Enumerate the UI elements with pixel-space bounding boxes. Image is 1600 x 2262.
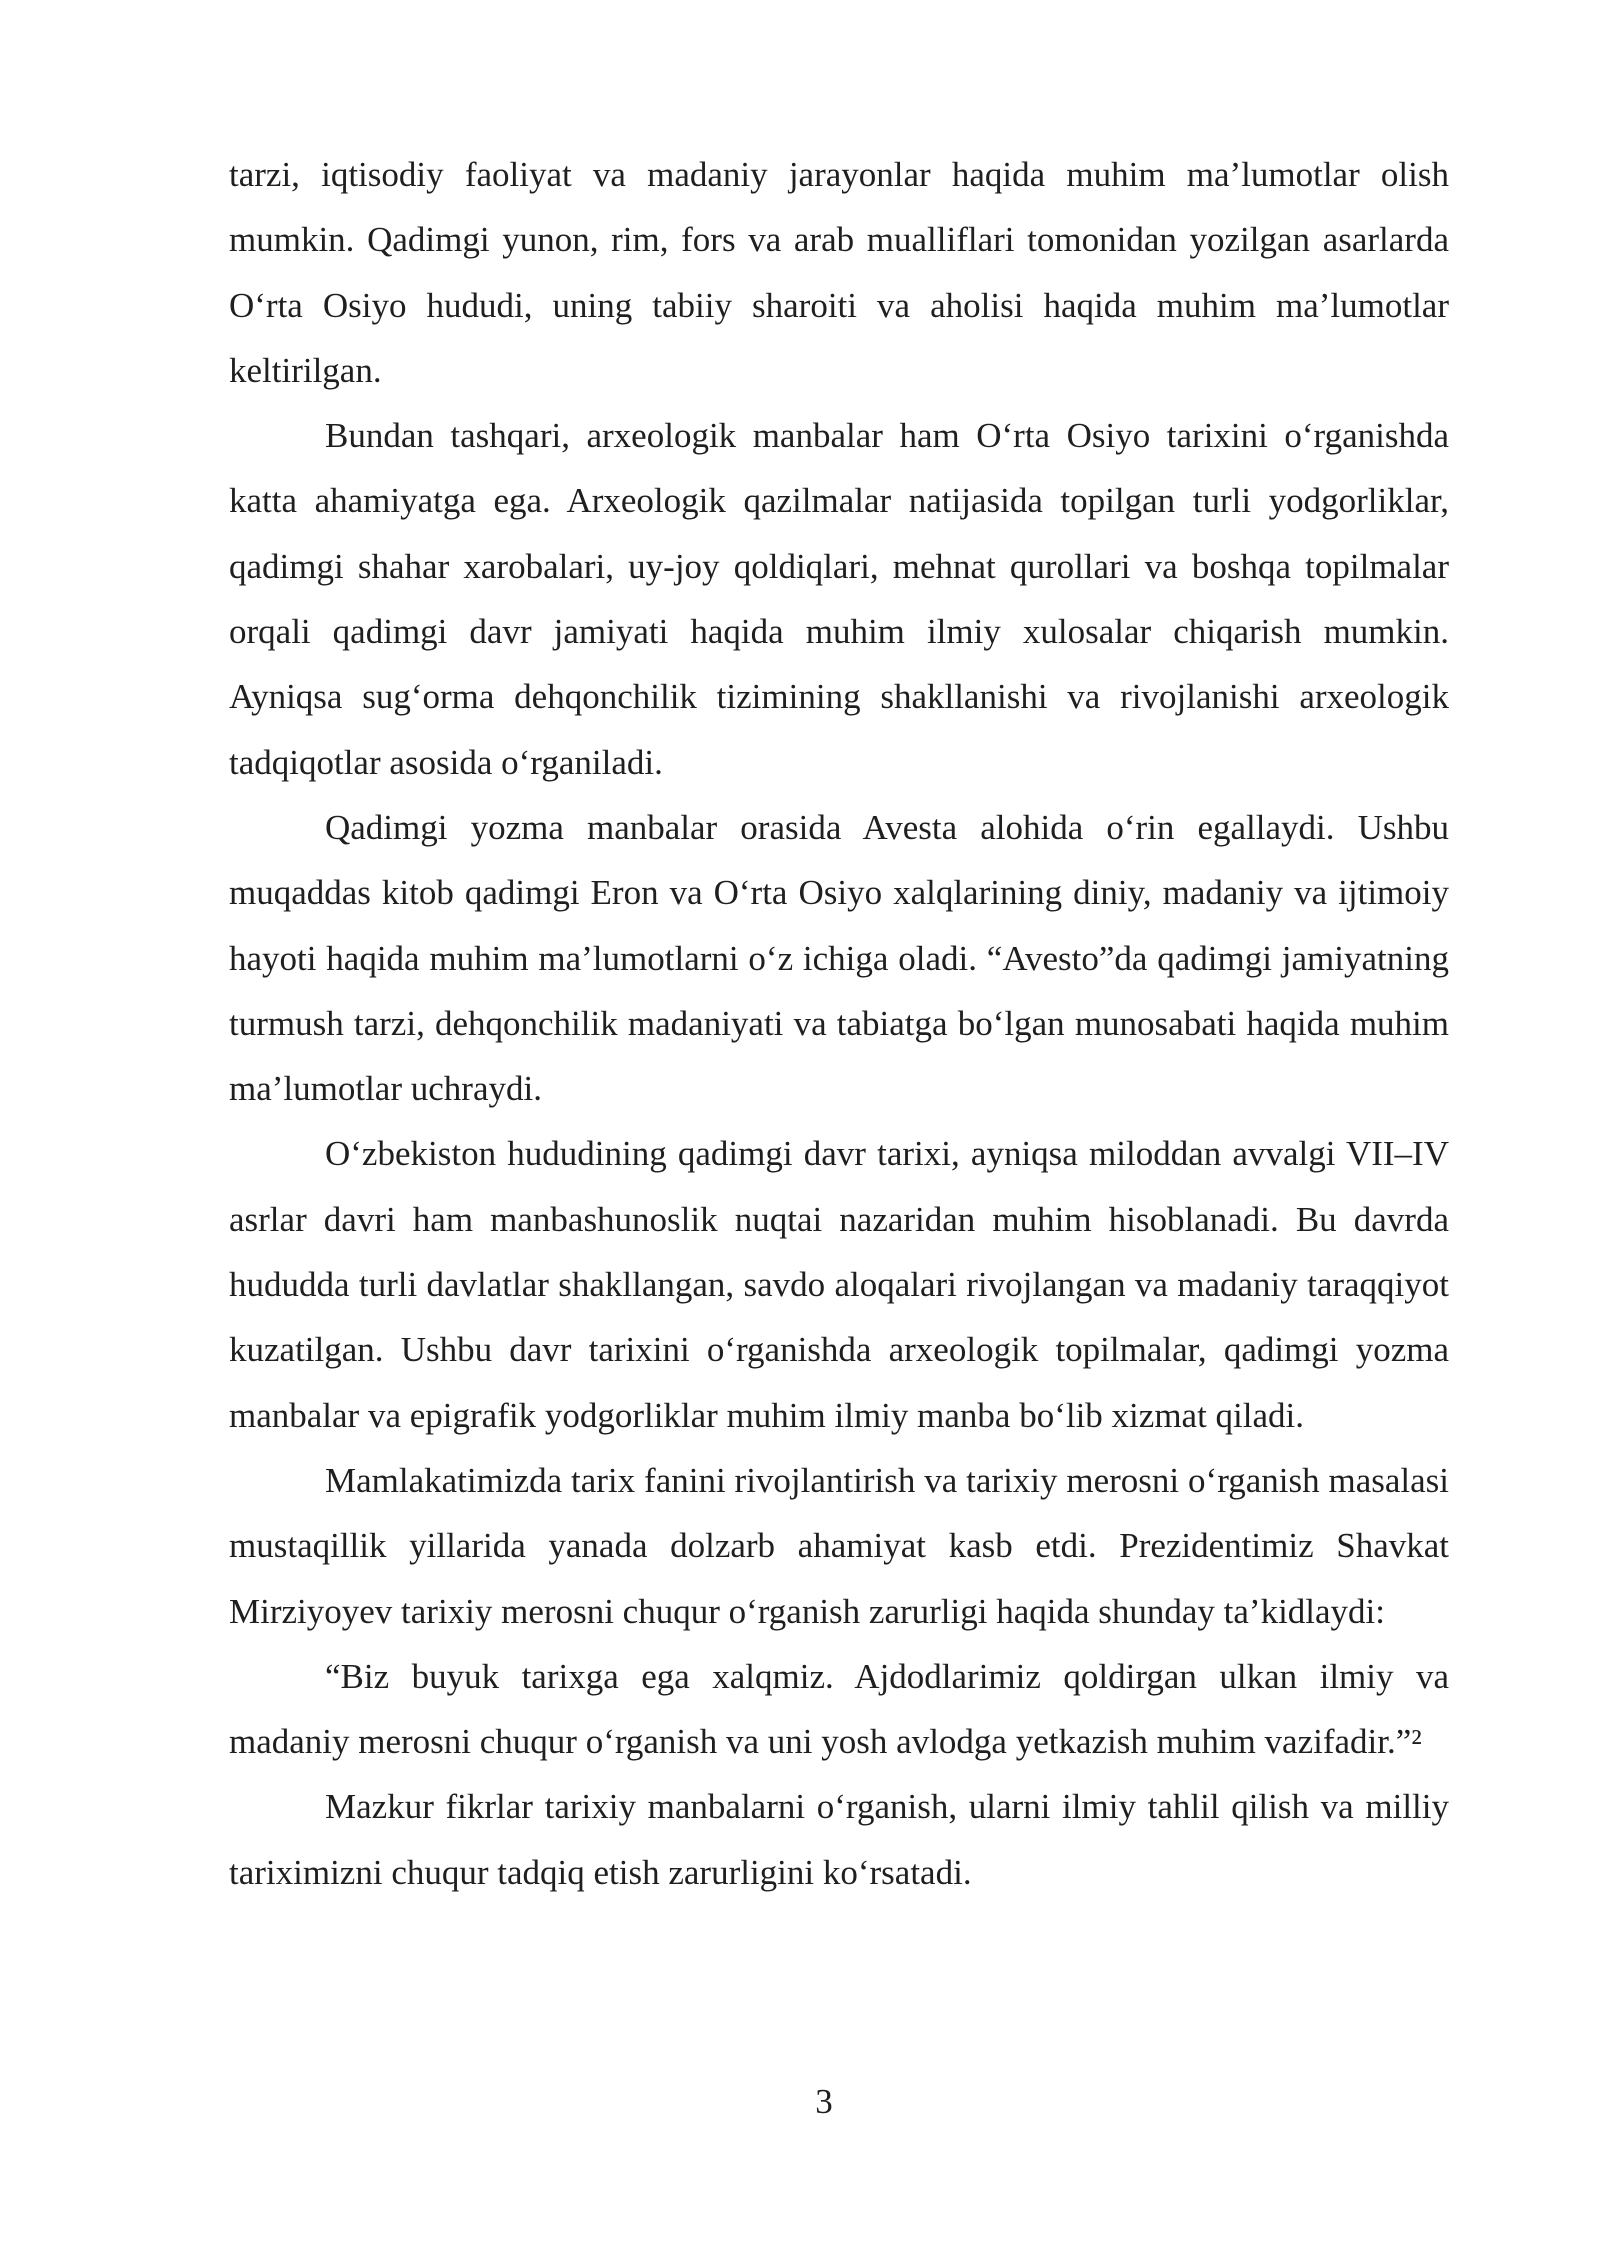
paragraph-avesta: Qadimgi yozma manbalar orasida Avesta alohida o‘rin egallaydi. Ushbu muqaddas kitob qadimgi Eron va O‘rta Osiyo xalqlarining diniy, madaniy va ijtimoiy hayoti haqida muhim ma’lumotlarni o‘z ichiga oladi. “Avesto”da qadimgi jamiyatning turmush tarzi, dehqonchilik madaniyati va tabiatga bo‘lgan munosabati haqida muhim ma’lumotlar uchraydi.: [229, 807, 1449, 1109]
page-number: 3: [815, 2082, 833, 2121]
paragraph-ancient-history: O‘zbekiston hududining qadimgi davr tarixi, ayniqsa miloddan avvalgi VII–IV asrlar davri ham manbashunoslik nuqtai nazaridan muhim hisoblanadi. Bu davrda hududda turli davlatlar shakllangan, savdo aloqalari rivojlangan va madaniy taraqqiyot kuzatilgan. Ushbu davr tarixini o‘rganishda arxeologik topilmalar, qadimgi yozma manbalar va epigrafik yodgorliklar muhim ilmiy manba bo‘lib xizmat qiladi.: [229, 1134, 1449, 1435]
paragraph-conclusion: Mazkur fikrlar tarixiy manbalarni o‘rganish, ularni ilmiy tahlil qilish va milliy tariximizni chuqur tadqiq etish zarurligini ko‘rsatadi.: [229, 1787, 1449, 1892]
paragraph-quote: “Biz buyuk tarixga ega xalqmiz. Ajdodlarimiz qoldirgan ulkan ilmiy va madaniy merosni chuqur o‘rganish va uni yosh avlodga yetkazish muhim vazifadir.”²: [229, 1656, 1449, 1762]
paragraph-independence: Mamlakatimizda tarix fanini rivojlantirish va tarixiy merosni o‘rganish masalasi mustaqillik yillarida yanada dolzarb ahamiyat kasb etdi. Prezidentimiz Shavkat Mirziyoyev tarixiy merosni chuqur o‘rganish zarurligi haqida shunday ta’kidlaydi:: [229, 1460, 1449, 1631]
paragraph-archaeological-sources: Bundan tashqari, arxeologik manbalar ham O‘rta Osiyo tarixini o‘rganishda katta ahamiyatga ega. Arxeologik qazilmalar natijasida topilgan turli yodgorliklar, qadimgi shahar xarobalari, uy-joy qoldiqlari, mehnat qurollari va boshqa topilmalar orqali qadimgi davr jamiyati haqida muhim ilmiy xulosalar chiqarish mumkin. Ayniqsa sug‘orma dehqonchilik tizimining shakllanishi va rivojlanishi arxeologik tadqiqotlar asosida o‘rganiladi.: [229, 416, 1449, 782]
paragraph-continuation: tarzi, iqtisodiy faoliyat va madaniy jarayonlar haqida muhim ma’lumotlar olish mumkin. Qadimgi yunon, rim, fors va arab mualliflari tomonidan yozilgan asarlarda O‘rta Osiyo hududi, uning tabiiy sharoiti va aholisi haqida muhim ma’lumotlar keltirilgan.: [229, 155, 1449, 390]
body-text: [229, 142, 1449, 1905]
